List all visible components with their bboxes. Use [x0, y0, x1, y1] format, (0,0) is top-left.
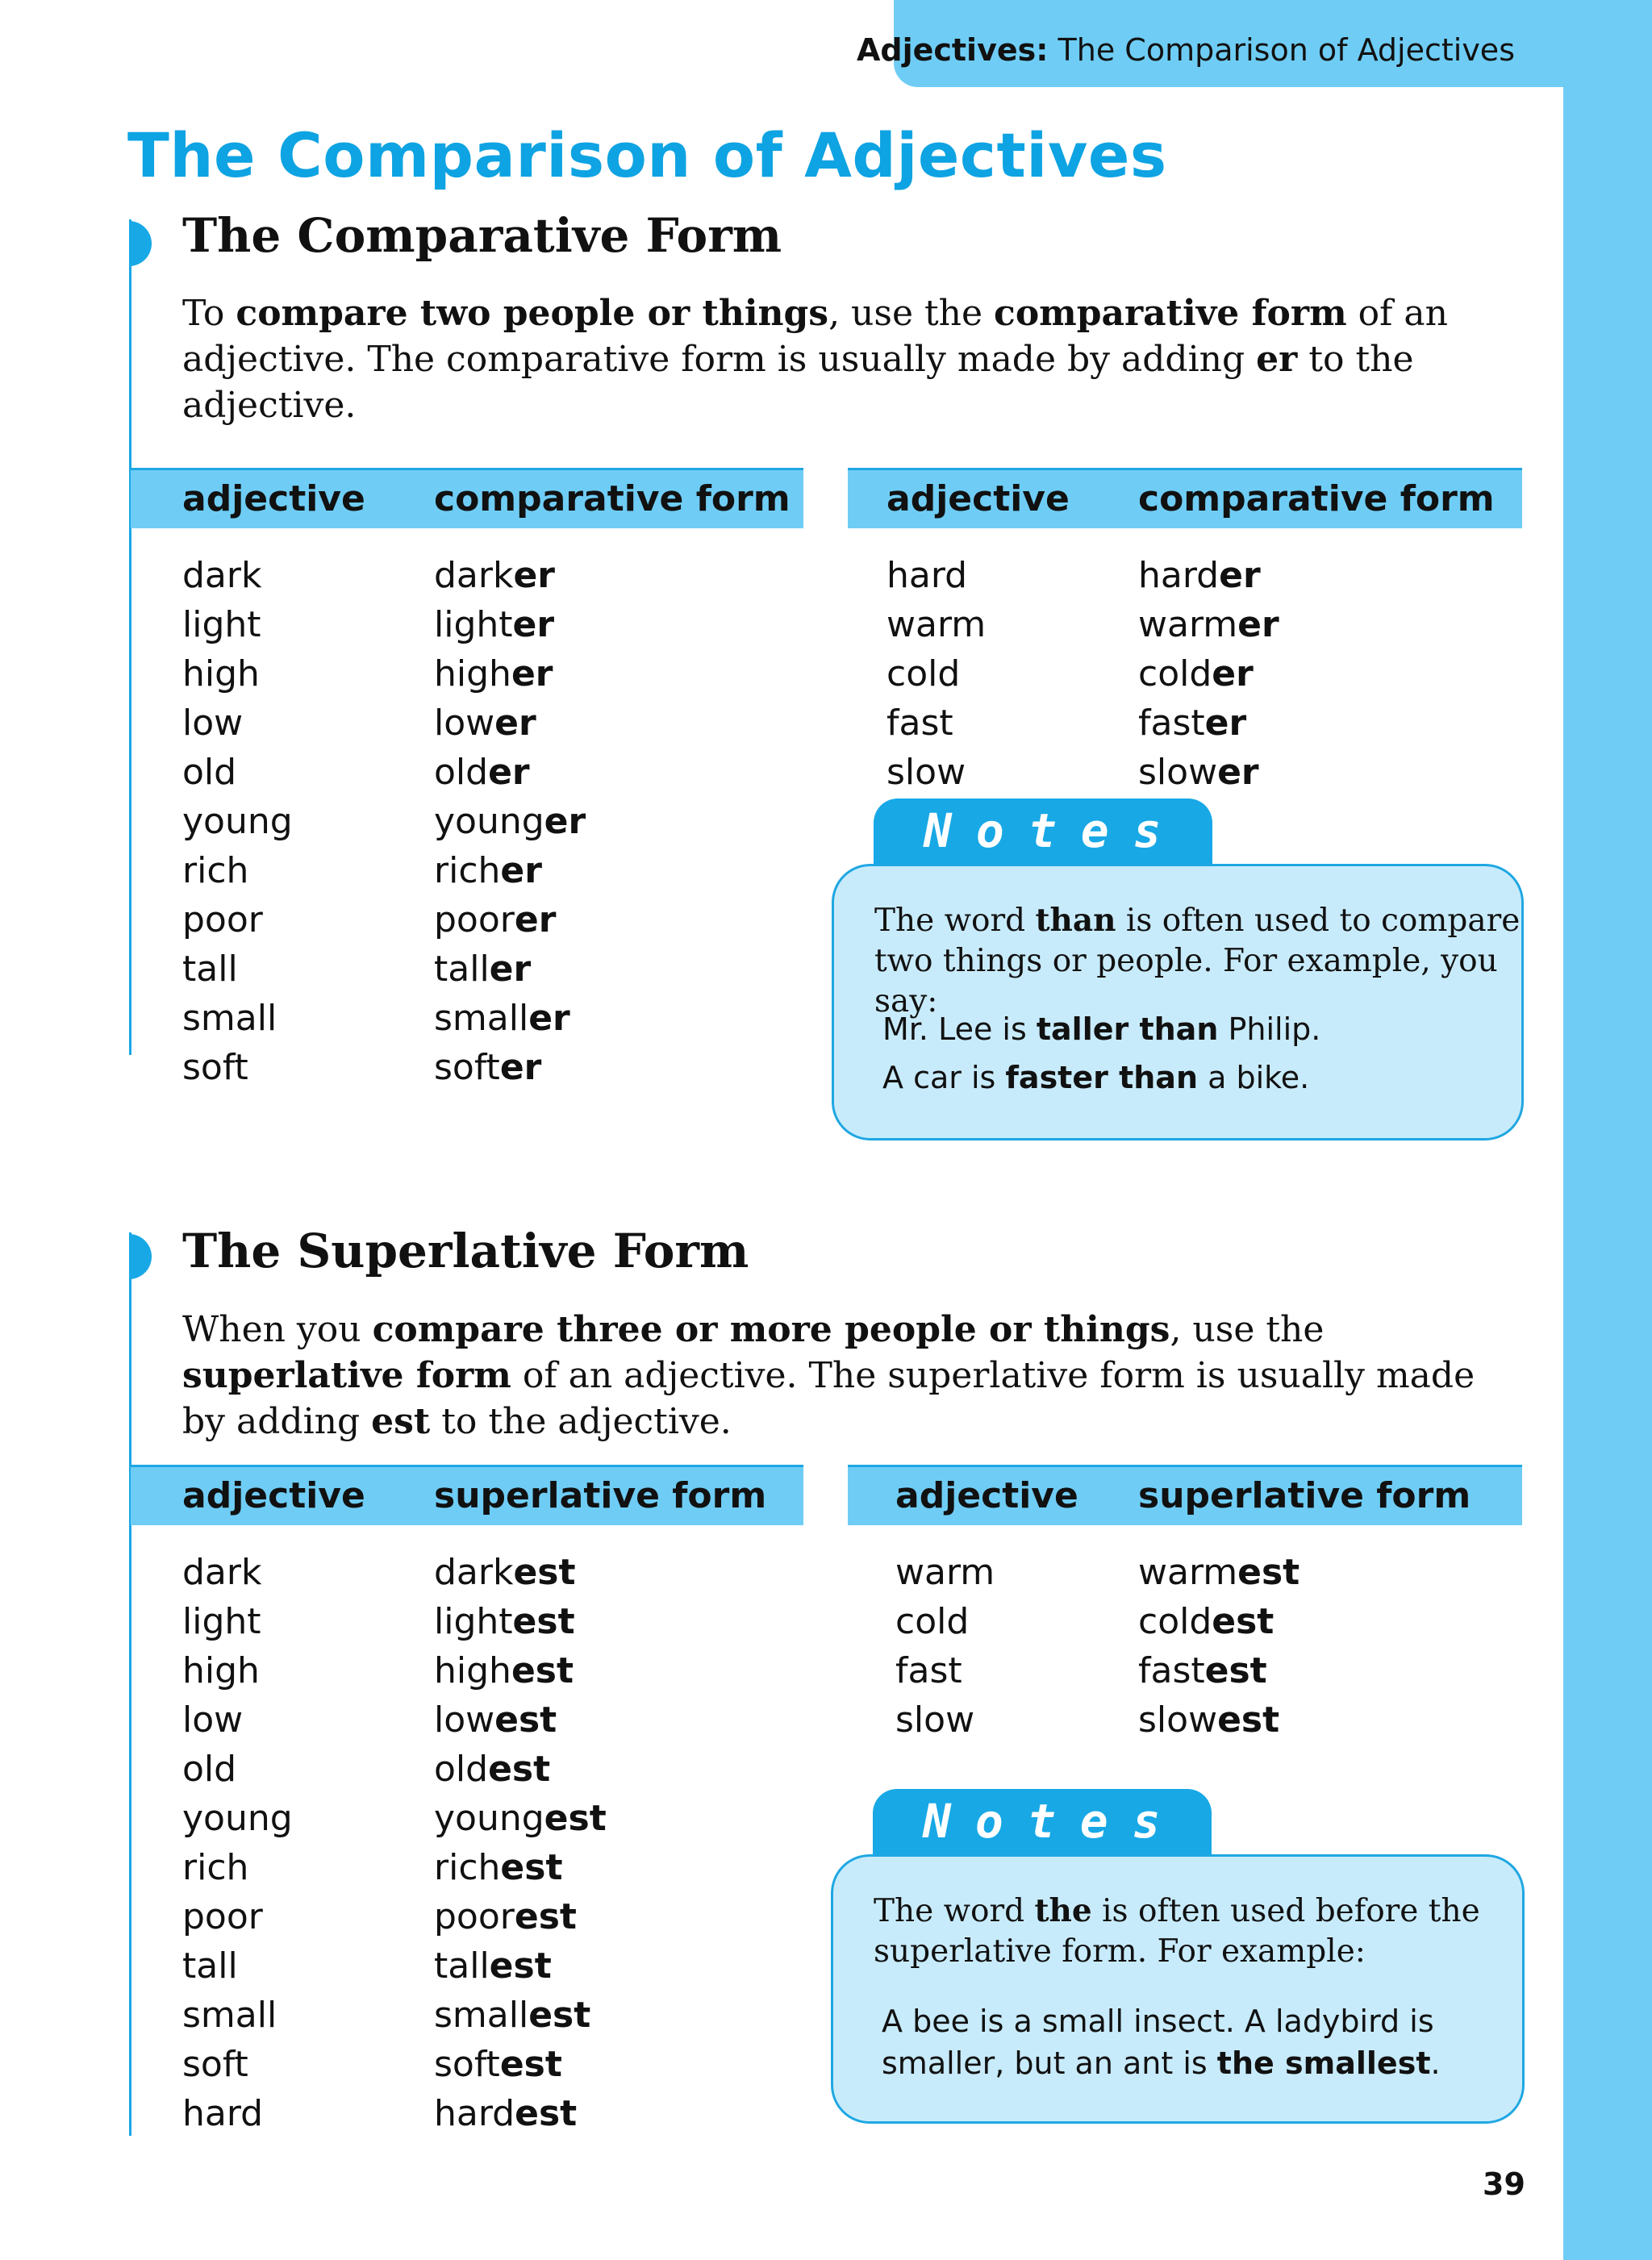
- adjective-cell: fast: [886, 703, 953, 744]
- column-header-adjective: adjective: [182, 1475, 365, 1516]
- column-header-form: comparative form: [434, 478, 791, 519]
- form-cell: younger: [434, 801, 586, 842]
- form-cell: softest: [434, 2044, 562, 2085]
- adjective-cell: light: [182, 1601, 261, 1642]
- column-header-form: superlative form: [1138, 1475, 1471, 1516]
- comparative-right-adjectives: [886, 551, 986, 797]
- form-cell: fastest: [1138, 1650, 1267, 1691]
- comparative-left-forms: [434, 551, 586, 1092]
- adjective-cell: high: [182, 653, 260, 694]
- adjective-cell: low: [182, 703, 244, 744]
- right-margin-band: [1563, 0, 1652, 2260]
- section-bullet: [129, 1234, 152, 1279]
- form-cell: youngest: [434, 1798, 607, 1839]
- adjective-cell: warm: [886, 604, 987, 645]
- form-cell: smaller: [434, 998, 570, 1039]
- superlative-intro: When you compare three or more people or things, use the superlative form of an adjective. The superlative form is usually made by adding est to the adjective.: [182, 1309, 1475, 1442]
- notes-label-tab: [873, 1789, 1212, 1857]
- adjective-cell: small: [182, 998, 277, 1039]
- adjective-cell: soft: [182, 2044, 248, 2085]
- adjective-cell: cold: [886, 653, 961, 694]
- adjective-cell: dark: [182, 555, 262, 596]
- adjective-cell: cold: [895, 1601, 970, 1642]
- superlative-title: The Superlative Form: [182, 1224, 749, 1278]
- form-cell: highest: [434, 1650, 574, 1691]
- adjective-cell: low: [182, 1699, 244, 1741]
- notes-example: A bee is a small insect. A ladybird is smaller, but an ant is the smallest.: [882, 2004, 1441, 2081]
- superlative-left-adjectives: [182, 1548, 293, 2138]
- adjective-cell: old: [182, 752, 237, 793]
- column-header-adjective: adjective: [182, 478, 365, 519]
- comparative-intro: To compare two people or things, use the comparative form of an adjective. The comparative form is usually made by adding er to the adjective.: [182, 293, 1448, 426]
- form-cell: warmest: [1138, 1552, 1300, 1593]
- superlative-left-forms: [434, 1548, 607, 2138]
- adjective-cell: old: [182, 1749, 237, 1790]
- superlative-right-forms: [1138, 1548, 1299, 1745]
- form-cell: tallest: [434, 1945, 552, 1987]
- form-cell: coldest: [1138, 1601, 1274, 1642]
- adjective-cell: poor: [182, 1896, 263, 1937]
- notes-label: Notes: [924, 803, 1186, 858]
- form-cell: poorest: [434, 1896, 577, 1937]
- form-cell: older: [434, 752, 530, 793]
- superlative-right-adjectives: [895, 1548, 995, 1745]
- comparative-right-forms: [1138, 551, 1279, 797]
- superlative-notes-box: [831, 1854, 1525, 2124]
- comparative-title: The Comparative Form: [182, 208, 782, 263]
- form-cell: darker: [434, 555, 556, 596]
- comparative-left-table-header: [131, 468, 803, 528]
- form-cell: taller: [434, 949, 532, 990]
- form-cell: colder: [1138, 653, 1254, 694]
- adjective-cell: slow: [895, 1699, 975, 1741]
- adjective-cell: high: [182, 1650, 260, 1691]
- notes-text: The word the is often used before the superlative form. For example:: [874, 1892, 1480, 1970]
- form-cell: warmer: [1138, 604, 1279, 645]
- section-rule: [129, 1232, 131, 2136]
- adjective-cell: young: [182, 1798, 293, 1839]
- form-cell: smallest: [434, 1995, 591, 2036]
- form-cell: lower: [434, 703, 536, 744]
- header-section: Adjectives:: [856, 32, 1049, 68]
- form-cell: harder: [1138, 555, 1261, 596]
- page-title: The Comparison of Adjectives: [127, 119, 1167, 191]
- adjective-cell: light: [182, 604, 261, 645]
- adjective-cell: soft: [182, 1047, 248, 1088]
- adjective-cell: dark: [182, 1552, 262, 1593]
- notes-label: Notes: [923, 1794, 1185, 1849]
- form-cell: darkest: [434, 1552, 576, 1593]
- form-cell: lowest: [434, 1699, 557, 1741]
- comparative-right-table-header: [848, 468, 1522, 528]
- adjective-cell: rich: [182, 1847, 249, 1888]
- column-header-adjective: adjective: [895, 1475, 1078, 1516]
- notes-text: The word than is often used to compare two things or people. For example, you say:: [874, 902, 1521, 1020]
- form-cell: poorer: [434, 899, 557, 940]
- column-header-form: superlative form: [434, 1475, 767, 1516]
- form-cell: richest: [434, 1847, 563, 1888]
- adjective-cell: rich: [182, 850, 249, 891]
- form-cell: softer: [434, 1047, 542, 1088]
- adjective-cell: small: [182, 1995, 277, 2036]
- form-cell: oldest: [434, 1749, 551, 1790]
- adjective-cell: tall: [182, 1945, 238, 1987]
- column-header-adjective: adjective: [886, 478, 1070, 519]
- section-rule: [129, 219, 131, 1055]
- header-topic: The Comparison of Adjectives: [1058, 32, 1515, 68]
- notes-example: A car is faster than a bike.: [882, 1060, 1310, 1095]
- notes-label-tab: [874, 799, 1212, 866]
- adjective-cell: warm: [895, 1552, 995, 1593]
- form-cell: higher: [434, 653, 553, 694]
- column-header-form: comparative form: [1138, 478, 1495, 519]
- comparative-notes-box: [832, 864, 1524, 1140]
- section-bullet: [129, 221, 152, 266]
- form-cell: richer: [434, 850, 542, 891]
- adjective-cell: poor: [182, 899, 263, 940]
- form-cell: faster: [1138, 703, 1247, 744]
- running-header: [856, 0, 1563, 87]
- adjective-cell: hard: [886, 555, 968, 596]
- notes-example: Mr. Lee is taller than Philip.: [882, 1011, 1321, 1047]
- adjective-cell: hard: [182, 2093, 264, 2134]
- adjective-cell: fast: [895, 1650, 962, 1691]
- form-cell: slowest: [1138, 1699, 1280, 1741]
- form-cell: hardest: [434, 2093, 578, 2134]
- superlative-left-table-header: [131, 1465, 803, 1525]
- form-cell: lighter: [434, 604, 555, 645]
- adjective-cell: slow: [886, 752, 966, 793]
- comparative-left-adjectives: [182, 551, 293, 1092]
- form-cell: slower: [1138, 752, 1259, 793]
- adjective-cell: young: [182, 801, 293, 842]
- page-number: 39: [1483, 2166, 1525, 2202]
- adjective-cell: tall: [182, 949, 238, 990]
- form-cell: lightest: [434, 1601, 575, 1642]
- superlative-right-table-header: [848, 1465, 1522, 1525]
